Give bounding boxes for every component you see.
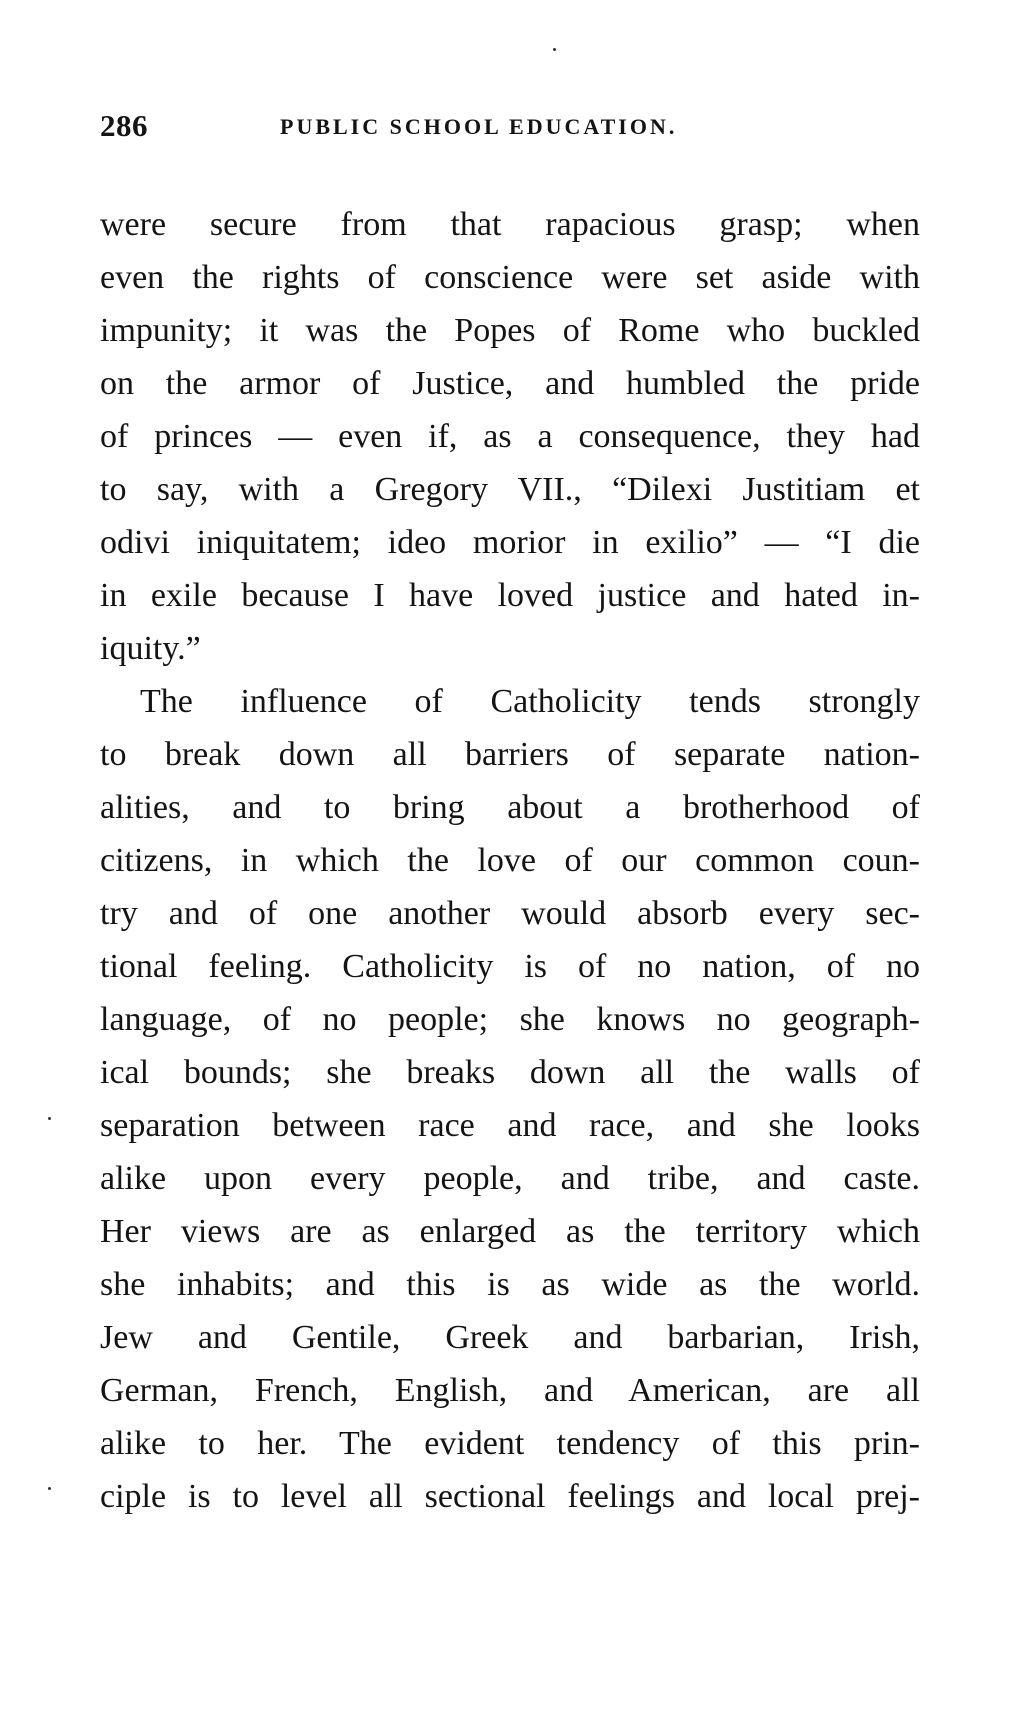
- text-line: German, French, English, and American, are all: [100, 1372, 920, 1409]
- text-line: alike upon every people, and tribe, and caste.: [100, 1160, 920, 1197]
- text-line: citizens, in which the love of our common coun-: [100, 842, 920, 879]
- text-line: alike to her. The evident tendency of this prin-: [100, 1425, 920, 1462]
- text-line: The influence of Catholicity tends strongly: [140, 683, 920, 720]
- text-line: of princes — even if, as a consequence, they had: [100, 418, 920, 455]
- text-line: odivi iniquitatem; ideo morior in exilio” — “I die: [100, 524, 920, 561]
- text-line: to say, with a Gregory VII., “Dilexi Justitiam et: [100, 471, 920, 508]
- text-line: alities, and to bring about a brotherhood of: [100, 789, 920, 826]
- page-number: 286: [100, 108, 148, 143]
- print-speck: [553, 48, 556, 51]
- text-line: try and of one another would absorb every sec-: [100, 895, 920, 932]
- body-text: [100, 198, 920, 1523]
- text-line: Her views are as enlarged as the territory which: [100, 1213, 920, 1250]
- text-line: were secure from that rapacious grasp; when: [100, 206, 920, 243]
- text-line: tional feeling. Catholicity is of no nation, of no: [100, 948, 920, 985]
- text-line: iquity.”: [100, 630, 201, 667]
- text-line: she inhabits; and this is as wide as the world.: [100, 1266, 920, 1303]
- text-line: language, of no people; she knows no geograph-: [100, 1001, 920, 1038]
- text-line: on the armor of Justice, and humbled the pride: [100, 365, 920, 402]
- text-line: ical bounds; she breaks down all the walls of: [100, 1054, 920, 1091]
- text-line: to break down all barriers of separate nation-: [100, 736, 920, 773]
- running-title: PUBLIC SCHOOL EDUCATION.: [280, 114, 678, 139]
- text-line: even the rights of conscience were set aside with: [100, 259, 920, 296]
- page-header: [100, 108, 920, 154]
- text-line: impunity; it was the Popes of Rome who buckled: [100, 312, 920, 349]
- text-line: ciple is to level all sectional feelings and local prej-: [100, 1478, 920, 1515]
- text-line: in exile because I have loved justice and hated in-: [100, 577, 920, 614]
- text-line: separation between race and race, and she looks: [100, 1107, 920, 1144]
- print-speck: [48, 1487, 51, 1490]
- text-line: Jew and Gentile, Greek and barbarian, Irish,: [100, 1319, 920, 1356]
- print-speck: [48, 1117, 51, 1120]
